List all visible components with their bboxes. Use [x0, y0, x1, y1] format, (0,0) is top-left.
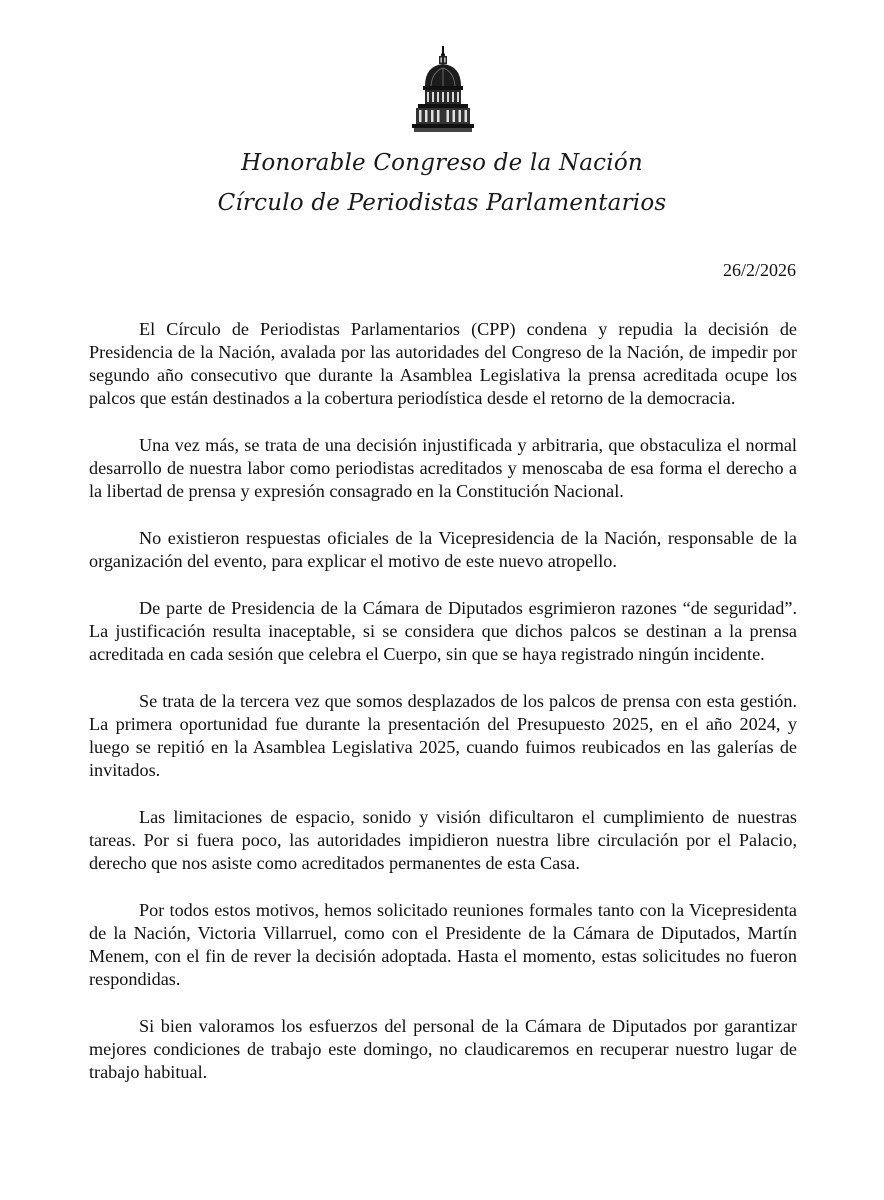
paragraph: El Círculo de Periodistas Parlamentarios (CPP) condena y repudia la decisión de Presidencia de la Nación, avalada por las autoridades del Congreso de la Nación, de impedir por segundo año consecutivo que durante la Asamblea Legislativa la prensa acreditada ocupe los palcos que están destinados a la cobertura periodística desde el retorno de la democracia. — [89, 319, 797, 408]
paragraph: De parte de Presidencia de la Cámara de Diputados esgrimieron razones “de seguridad”. La justificación resulta inaceptable, si se considera que dichos palcos se destinan a la prensa acreditada en cada sesión que celebra el Cuerpo, sin que se haya registrado ningún incidente. — [89, 598, 797, 664]
header-institution: Honorable Congreso de la Nación — [241, 150, 643, 176]
paragraph: Una vez más, se trata de una decisión injustificada y arbitraria, que obstaculiza el normal desarrollo de nuestra labor como periodistas acreditados y menoscaba de esa forma el derecho a la libertad de prensa y expresión consagrado en la Constitución Nacional. — [89, 435, 797, 501]
letter-body — [89, 318, 797, 1108]
letter-date: 26/2/2026 — [722, 260, 796, 280]
paragraph: Si bien valoramos los esfuerzos del personal de la Cámara de Diputados por garantizar mejores condiciones de trabajo este domingo, no claudicaremos en recuperar nuestro lugar de trabajo habitual. — [89, 1016, 797, 1082]
paragraph: Las limitaciones de espacio, sonido y visión dificultaron el cumplimiento de nuestras tareas. Por si fuera poco, las autoridades impidieron nuestra libre circulación por el Palacio, derecho que nos asiste como acreditados permanentes de esta Casa. — [89, 807, 797, 873]
paragraph: No existieron respuestas oficiales de la Vicepresidencia de la Nación, responsable de la organización del evento, para explicar el motivo de este nuevo atropello. — [89, 528, 797, 571]
congress-dome-icon — [412, 46, 474, 132]
header-organization: Círculo de Periodistas Parlamentarios — [217, 190, 667, 216]
paragraph: Por todos estos motivos, hemos solicitado reuniones formales tanto con la Vicepresidenta de la Nación, Victoria Villarruel, como con el Presidente de la Cámara de Diputados, Martín Menem, con el fin de rever la decisión adoptada. Hasta el momento, estas solicitudes no fueron respondidas. — [89, 900, 797, 989]
paragraph: Se trata de la tercera vez que somos desplazados de los palcos de prensa con esta gestión. La primera oportunidad fue durante la presentación del Presupuesto 2025, en el año 2024, y luego se repitió en la Asamblea Legislativa 2025, cuando fuimos reubicados en las galerías de invitados. — [89, 691, 797, 780]
